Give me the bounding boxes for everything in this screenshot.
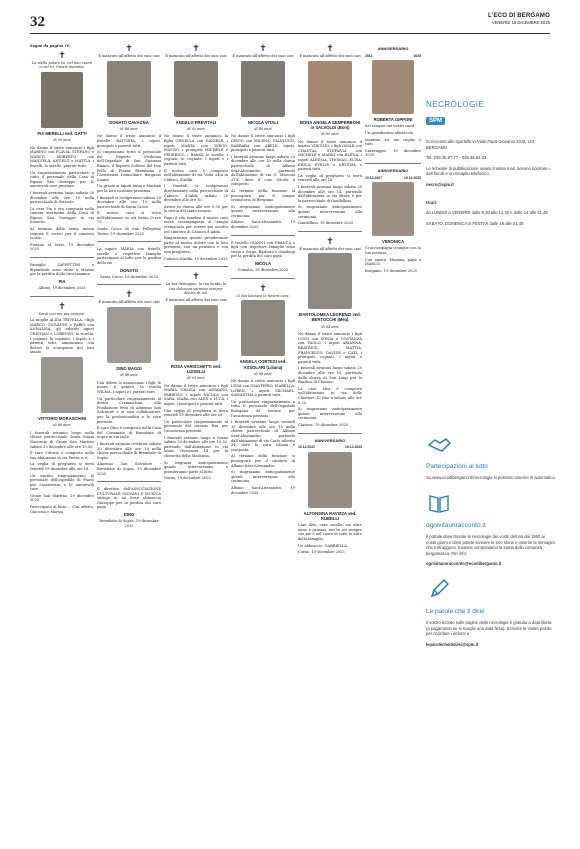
cross-icon: ✝ <box>58 301 66 312</box>
obituary-intro: È mancata all'affetto dei suoi cari <box>299 246 361 251</box>
column-5 <box>298 44 362 844</box>
cross-icon: ✝ <box>58 50 66 61</box>
obituary-text: Un ringraziamento particolare a tutto il personale della Casa di Riposo San Giuseppe per le amorevoli cure prestate. <box>30 170 94 189</box>
deceased-age: di 88 anni <box>120 373 138 378</box>
deceased-name: PIA MERELLI ved. GATTI <box>37 130 87 136</box>
obituary-place-date: Grone San Martino, 19 dicembre 2025 <box>30 493 94 503</box>
obituary-quote: La stella polare tu, nel mio cuore ci sei tu. Grazie mamma. <box>31 60 93 70</box>
deceased-name: VITTORIO MORASCHINI <box>38 415 86 421</box>
obituary-text: I funerali avranno luogo venerdì 19 dicembre alle ore 15 nella chiesa parrocchiale di Albano Sant'Alessandro, partendo dall'abitazione di via Carlo Alberto 34, dove la cara Liliana è composta. <box>231 420 295 452</box>
orari-weekday: da LUNEDÌ a VENERDÌ dalle 8,30 alle 12,30 e dalle 14 alle 21,45 <box>426 210 548 216</box>
condolence-list: Partecipano al lutto: – Con affetto, Giacomo e Marisa <box>30 505 94 514</box>
divider <box>298 231 362 232</box>
condolence-name: PIA <box>58 278 66 284</box>
obituary-text: I funerali avranno luogo sabato 20 dicembre alle ore 10 nella parrocchiale di Sorisole. <box>30 190 94 205</box>
sidebar-phone: Tel. 035.35.87.77 - 035.38.63.33 <box>426 155 487 161</box>
sidebar-email[interactable]: necro@spm.it <box>426 181 454 187</box>
obituary-quote: La tua immagine, la tua bontà, la tua dolcezza saranno sempre dentro di noi. <box>165 282 227 296</box>
sidebar-info: Si ricevono allo sportello in Viale Papa Giovanni XXIII, 124 BERGAMO <box>426 139 535 150</box>
deceased-name: BONA ANGELA SEMPERBONI in SALVOLDI (Boni) <box>299 119 361 130</box>
partecipazioni-title: Partecipazioni al lutto <box>426 463 488 471</box>
obituary-intro: È mancato all'affetto dei suoi cari <box>98 54 160 58</box>
obituary-text: Il nostro caro è composto nell'abitazione di via Volta 24/a in Calusco d'Adda. <box>164 168 228 182</box>
condolence-name: DONATO <box>120 267 138 273</box>
deceased-name: ROBERTA GIPPONI <box>373 117 413 123</box>
portrait-photo <box>308 452 352 508</box>
necrologie-sidebar <box>426 100 556 652</box>
obituary-text: Ne danno il triste annuncio i figli MARIA GRAZIA con ADRIANO, FABRIZIO, i nipoti NICOLA con SARA, MARA con ALEX e LUCA, i nipoti, i pronipoti e parenti tutti. <box>164 383 228 406</box>
portrait-photo <box>174 61 218 117</box>
cross-icon: ✝ <box>259 283 267 294</box>
obituary-text: Si ringrazia anticipatamente quanti interverranno e prenderanno parte al lutto. <box>164 460 228 474</box>
divider <box>231 278 295 279</box>
obituary-text: La veglia di preghiera si terrà venerdì 19 dicembre alle ore 18. <box>30 462 94 471</box>
obituary-text: I funerali avranno luogo nella chiesa parrocchiale Santa Maria Nascente di Grone San Martino sabato 20 dicembre alle ore 10.30. <box>30 430 94 449</box>
obituary-place-date: Gandellino, 19 dicembre 2025 <box>298 221 354 226</box>
obituary-intro: È mancata all'affetto dei suoi cari <box>165 298 227 303</box>
deceased-name: VERONICA <box>381 239 405 245</box>
column-2 <box>97 44 161 844</box>
obituary-text: Ne danno il triste annuncio la figlia ORNELLA con DANIELE, i nipoti MARTA con DIEGO, MAURO, i pronipoti MICHELE e FEDERICO, i fratelli, le sorelle, i cognati, le cognate, i nipoti e i parenti tutti. <box>164 134 228 166</box>
anniversary-text: Ci accompagni ovunque con la tua assenza. <box>365 246 421 255</box>
portrait-photo <box>107 307 151 363</box>
cross-icon: ✝ <box>192 272 200 283</box>
portrait-photo <box>241 300 285 356</box>
obituary-text: Ne danno il triste annuncio i figli DIEGO con MILENA, GIANLUIGI, BARBARA con ABELE, nipoti, pronipoti e parenti tutti. <box>231 134 295 153</box>
condolence-text: Il direttivo dell'ASSOCIAZIONE CULTURALE GIOVANI E MUSICA stringe in un forte abbraccio Giuseppe per la perdita del caro papà <box>97 487 161 510</box>
orari-title: Orari: <box>426 199 438 205</box>
publication-name: L'ECO DI BERGAMO <box>488 13 550 19</box>
obituary-text: Il caro Vittorio è composto nella sua abitazione in via Pietra n. 6. <box>30 451 94 460</box>
column-3 <box>164 44 228 844</box>
divider <box>97 481 161 482</box>
cross-icon: ✝ <box>192 44 200 54</box>
handshake-icon <box>426 431 452 457</box>
portrait-photo <box>41 72 83 128</box>
obituary-intro: È mancata all'affetto dei suoi cari <box>299 54 361 58</box>
column-4 <box>231 44 295 844</box>
obituary-place-date: Albano Sant'Alessandro, 19 dicembre 2025 <box>231 485 295 495</box>
portrait-photo <box>241 61 285 117</box>
obituary-text: I funerali avranno luogo sabato 20 dicembre alle ore 10, partendo dalla chiesa di San Luigi per la Basilica di Clusone. <box>298 366 362 385</box>
obituary-intro: È mancato all'affetto dei suoi cari <box>98 300 160 305</box>
divider <box>97 241 161 242</box>
obituary-text: Al termine della santa messa seguirà il corteo per il cimitero locale. <box>30 227 94 241</box>
divider <box>97 284 161 285</box>
divider <box>164 266 228 267</box>
obituary-quote: Ci hai lasciato la nostra cara. <box>236 293 290 298</box>
portrait-photo <box>41 357 83 413</box>
anniversary-place-date: Bergamo, 19 dicembre 2025 <box>365 268 417 273</box>
publication-masthead <box>488 13 550 25</box>
obituary-text: Un particolare ringraziamento a tutto il personale dell'Ospedale Bolognini di Seriate per l'assistenza prestata. <box>231 399 295 418</box>
page-header <box>30 12 550 34</box>
anniversary-text: Con amore, Mamma, papà e MARCO. <box>365 257 421 267</box>
obituary-text: La cara Mea è composta nell'abitazione in via delle Chiodere 12 fino a sabato alle ore 9.25. <box>298 386 362 405</box>
obituary-quote: Sarai con noi per sempre. <box>38 311 86 316</box>
obituary-place-date: Clusone, 19 dicembre 2025 <box>298 422 349 427</box>
deceased-age: di 92 anni <box>187 126 205 131</box>
obituary-text: I funerali avranno luogo sabato 20 dicembre alle ore 14, partendo dall'abitazione in via Brera 8 per la parrocchiale di Gandellino. <box>298 184 362 203</box>
sidebar-title: NECROLOGIE <box>426 100 485 109</box>
cross-icon: ✝ <box>326 44 334 54</box>
obituary-text: I funerali avranno luogo sabato 20 dicembre alle ore 10 nella chiesa parrocchiale di Albano Sant'Alessandro, partendo dall'abitazione di via G. Marconi 27/C, dove il caro Nicola è composto. <box>231 154 295 187</box>
sidebar-info: Le richieste di pubblicazione inviate tramite mail, devono riportare i dati fiscali e un recapito telefonico <box>426 165 550 177</box>
cross-icon: ✝ <box>125 44 133 54</box>
condolence-place-date: Comalia, 19 dicembre 2025 <box>237 268 289 273</box>
ognivita-email[interactable]: ognivitaunracconto@ecodibergamo.it <box>426 561 502 567</box>
portrait-photo <box>107 61 151 117</box>
condolence-name: NICOLA <box>254 261 272 267</box>
partecipazioni-text: Su www.ecodibergamo.it/necrologie si possono inserire in automatico. <box>426 475 556 481</box>
parole-email[interactable]: leparolecheitidirei@spm.it <box>426 641 479 647</box>
obituary-text: I funerali si svolgeranno direttamente nella parrocchiale di Calusco d'Adda sabato 20 dicembre alle ore 10. <box>164 184 228 203</box>
obituary-text: I funerali saranno celebrati sabato 20 dicembre alle ore 10 nella chiesa parrocchiale di Brembate di Sopra. <box>97 441 161 460</box>
obituary-text: Il caro Dino è composto nella Casa del Commiato di Brembate di Sopra in via Isola. <box>97 426 161 440</box>
divider <box>231 235 295 236</box>
pen-icon <box>426 576 452 602</box>
deceased-age: di 80 anni <box>53 423 71 428</box>
obituary-text: Ne danno il triste annuncio i figli LUIGI con SONIA e COSTANZA con PAOLO, i nipoti ARIANNA, BEATRICE, MATTIA, FRANCESCO, DAVIDE e CATI, i pronipoti, cognati, i nipoti e parenti tutti. <box>298 332 362 364</box>
portrait-photo <box>308 61 352 117</box>
obituary-text: Un sentito ringraziamento al personale dell'ospedale di Piario per l'assistenza e le amorevoli cure. <box>30 473 94 492</box>
anniversary-text: Sei sempre nei nostri cuori. <box>365 124 416 129</box>
deceased-name: DINO BAGGI <box>116 366 142 372</box>
anniversary-text: Un abbraccio. GABRIELLA. <box>298 543 349 548</box>
obituary-place-date: Calusco d'Adda, 19 dicembre 2025 <box>164 256 228 261</box>
continued-from: Segue da pagina 16 <box>30 44 70 48</box>
deceased-name: BARTOLOMEA LEGRENZI ved. BERTOCCHI (Mea) <box>299 312 361 323</box>
anniversary-from: 2014 <box>365 53 373 58</box>
spm-logo: SPM <box>426 117 445 125</box>
obituary-text: Un particolare ringraziamento al dottor Cremaschini, alla Fondazione Fera di Almenno San Salvatore e ai suoi collaboratori, per la professionalità e le cure prestate. <box>97 396 161 424</box>
anniversary-text: Mamma, zii, tue cugine e tutti. <box>365 137 421 147</box>
anniversary-text: Ciao Alfo, cara sorella, un altro anno è passato, ma tu sei sempre con me e nel cuore di tutte le altre della famiglia. <box>298 523 362 541</box>
parole-text: Il vostro ricordo sulle pagine delle necrologie è gratuito a data libera (a pagamento se si sceglie una data fissa). Scrivete le vostre parole per ricordare i defunti a <box>426 619 552 637</box>
obituary-text: Ne danno il triste annuncio i figli LIVIA con GIANPIERO, ISABELLA, LOREN, i nipoti MICHAEL, SAMANTHA e parenti tutti. <box>231 379 295 398</box>
obituary-text: La cara Pia è ora composta nella camera mortuaria della Casa di Riposo San Giuseppe in via Sorisole. <box>30 206 94 225</box>
anniversary-to: 19.12.2025 <box>404 175 421 180</box>
obituary-place-date: Fiorano al Serio, 19 dicembre 2025 <box>30 242 94 252</box>
obituary-intro: È mancato all'affetto dei suoi cari <box>232 54 294 58</box>
deceased-name: ANGELA CORTESI ved. ASSOLARI (Liliana) <box>239 359 287 370</box>
anniversary-to: 19.12.2025 <box>345 445 362 450</box>
cross-icon: ✝ <box>125 290 133 301</box>
anniversary-from: 19.12.2022 <box>298 445 315 450</box>
condolence-text: Il fratello GIANNI con FRANCA e figli con rispettive famiglie sono vicini a Diego, Barbara e Gianluigi per la perdita del caro papà <box>231 240 295 259</box>
divider <box>298 433 362 434</box>
deceased-age: di 85 anni <box>321 132 339 136</box>
deceased-age: di 93 anni <box>187 376 205 381</box>
obituary-text: Ringraziamo quanti prenderanno parte al nostro dolore con la loro presenza, con un pensiero e con una preghiera. <box>164 236 228 255</box>
deceased-name: NICOLA VITALI <box>247 119 278 125</box>
condolence-place-date: Santa Croce, 19 dicembre 2025 <box>100 274 158 279</box>
obituary-text: Una veglia di preghiera si terrà venerdì 19 dicembre alle ore 20. <box>164 408 228 418</box>
divider <box>30 257 94 258</box>
deceased-age: di 88 anni <box>254 371 272 376</box>
anniversary-title: ANNIVERSARIO <box>377 46 409 51</box>
anniversary-place-date: Caravaggio, 19 dicembre 2025 <box>365 148 421 158</box>
portrait-photo <box>372 182 414 236</box>
obituary-text: Si ringraziano anticipatamente quanti interverranno alla cerimonia. <box>231 470 295 484</box>
obituary-text: La veglia di preghiera si terrà venerdì alle ore 18. <box>298 173 362 183</box>
divider <box>30 296 94 297</box>
anniversary-dates <box>365 176 421 181</box>
anniversary-to: 2025 <box>413 53 421 58</box>
condolence-place-date: Albino, 19 dicembre 2025 <box>38 286 86 291</box>
book-icon <box>426 490 452 516</box>
obituary-text: Si ringraziano anticipatamente quanti interverranno alla cerimonia. <box>231 204 295 218</box>
obituary-text: La moglie ALIDA TRIVELLA, i figli MARCO, GIOVANNI e FABIO con ANNALISA, gli adorati nipoti CRISTIAN e LORENZO, la sorella, i cognati, le cognate, i nipoti e i parenti tutti, annunciano con dolore la scomparsa del loro amato <box>30 318 94 355</box>
obituary-place-date: Albano Sant'Alessandro, 19 dicembre 2025 <box>231 220 295 230</box>
ognivita-title: ognivitaunracconto.it <box>426 521 486 529</box>
column-1 <box>30 44 94 844</box>
deceased-name: ALFONSINA RAVIZZA ved. RUBELLI <box>303 510 357 521</box>
page-number: 32 <box>30 14 45 30</box>
obituary-place-date: Almenno San Salvatore - Brembate di Sopra, 19 dicembre 2025 <box>97 462 161 476</box>
obituary-text: Con dolore lo annunciano i figli, le nuore, il genero, la sorella WILMA, i nipoti e i parenti tutti. <box>97 380 161 395</box>
anniversary-from: 19.12.2007 <box>365 175 382 180</box>
obituary-text: Al termine della funzione si proseguirà per il cimitero di Albano Sant'Alessandro. <box>231 454 295 468</box>
parole-title: Le parole che ti direi <box>426 607 485 615</box>
obituary-text: Un particolare ringraziamento al personale del servizio Rsa per l'assistenza prestata. <box>164 419 228 433</box>
cross-icon: ✝ <box>259 44 267 54</box>
obituary-text: Arrivo in chiesa alle ore 9.50 per la recita del santo rosario. <box>164 204 228 214</box>
portrait-photo <box>372 60 414 114</box>
obituary-place-date: Santa Croce di San Pellegrino Terme, 19 dicembre 2025 <box>97 227 161 236</box>
portrait-photo <box>174 305 218 361</box>
cross-icon: ✝ <box>326 236 334 247</box>
condolence-place-date: Brembate di Sopra, 19 dicembre 2025 <box>99 519 159 528</box>
obituary-text: Ne danno il triste annuncio il marito VIRGILIO, i figli OMAR con CHANTAL, STEFANIA con MICHELE e MARIO con ELENA, i nipoti ALESSIA, THOMAS, ELISA, ERICA, EVELIN e KRYSTAL e parenti tutti. <box>298 139 362 172</box>
deceased-age: di 86 anni <box>254 126 272 131</box>
deceased-age: di 90 anni <box>53 137 71 142</box>
deceased-name: ANGELO PREVITALI <box>175 119 217 125</box>
obituary-text: Si ringraziano anticipatamente quanti interverranno alla cerimonia. <box>298 205 362 219</box>
orari-weekend: SABATO, DOMENICA E FESTIVI dalle 16 alle 21,45 <box>426 220 524 226</box>
anniversary-text: Un grandissimo abbraccio. <box>365 130 414 135</box>
obituary-text: Il nostro caro si trova nell'abitazione in via Santa Croce 75. <box>97 211 161 225</box>
obituary-text: Al termine della funzione si proseguirà per il tempio crematorio di Bergamo. <box>231 188 295 203</box>
deceased-name: ROSA VARISCHETTI ved. LUISELLI <box>170 363 222 374</box>
deceased-name: DONATO CAVAGNA <box>109 119 149 125</box>
column-6 <box>365 44 421 364</box>
condolence-text: Famiglie ZAPPETTINI e dipendenti sono vicini a Marino per la perdita della cara mamma <box>30 263 94 277</box>
obituary-text: Dopo il rito funebre il nostro caro verrà accompagnato al tempio crematorio per essere poi accolto nel cimitero di Calusco d'Adda. <box>164 215 228 234</box>
anniversary-dates <box>365 54 421 59</box>
obituary-text: Si ringraziano anticipatamente quanti interverranno alla cerimonia. <box>298 407 362 421</box>
ognivita-text: Il portale dove trovare le necrologie dei vostri defunti dal 1950 ai nostri giorni e dove potete scrivere le loro storie e inserire le immagini che li ritraggono. Insieme componiamo la storia della comunità bergamasca. Per info: <box>426 533 555 556</box>
anniversary-place-date: Curno, 19 dicembre 2025 <box>298 550 345 555</box>
obituary-text: Ne danno il triste annuncio il fratello BATTISTA, i nipoti, pronipoti e parenti tutti. <box>97 134 161 148</box>
obituary-text: I funerali si svolgeranno sabato 20 dicembre alle ore 10 nella parrocchiale di Santa Croce. <box>97 195 161 209</box>
obituary-text: Ne danno il triste annuncio i figli MARINO con FLAVIA, STEFANO e MARCO, ROBERTO con MANUELA, ANGELO e MATTIA, i fratelli, le sorelle, parenti tutti. <box>30 145 94 168</box>
obituary-text: Un grazie ai nipoti Anna e Martina per la loro costante presenza. <box>97 184 161 193</box>
deceased-age: di 94 anni <box>321 324 339 329</box>
condolence-text: La nipote MARIA con fratelli, sorelle e rispettive famiglie partecipano al lutto per la perdita dello zio <box>97 247 161 266</box>
anniversary-dates <box>298 445 362 450</box>
anniversary-title: ANNIVERSARIO <box>377 167 409 173</box>
condolence-name: DINO <box>123 512 135 518</box>
obituary-text: Si ringraziano tutto il personale del Reparto Medicina dell'Ospedale di San Giovanni Bianco, il Reparto Sollievo del Don Pollo di Piazza Brembana e l'Assistenza Domiciliare Bergamo Sanità. <box>97 150 161 182</box>
publication-date: VENERDÌ 19 DICEMBRE 2025 <box>491 20 550 25</box>
divider <box>365 163 421 164</box>
obituary-text: I funerali avranno luogo a Gorno sabato 20 dicembre alle ore 10.30, partendo dall'abitazione in via Mons. Guerinoni 14 per la chiesetta della Madonna. <box>164 435 228 458</box>
obituary-intro: È mancato all'affetto dei suoi cari <box>165 54 227 58</box>
deceased-age: di 88 anni <box>120 126 138 131</box>
obituary-place-date: Gorno, 19 dicembre 2025 <box>164 476 211 481</box>
portrait-photo <box>308 253 352 309</box>
anniversary-title: ANNIVERSARIO <box>314 437 346 443</box>
